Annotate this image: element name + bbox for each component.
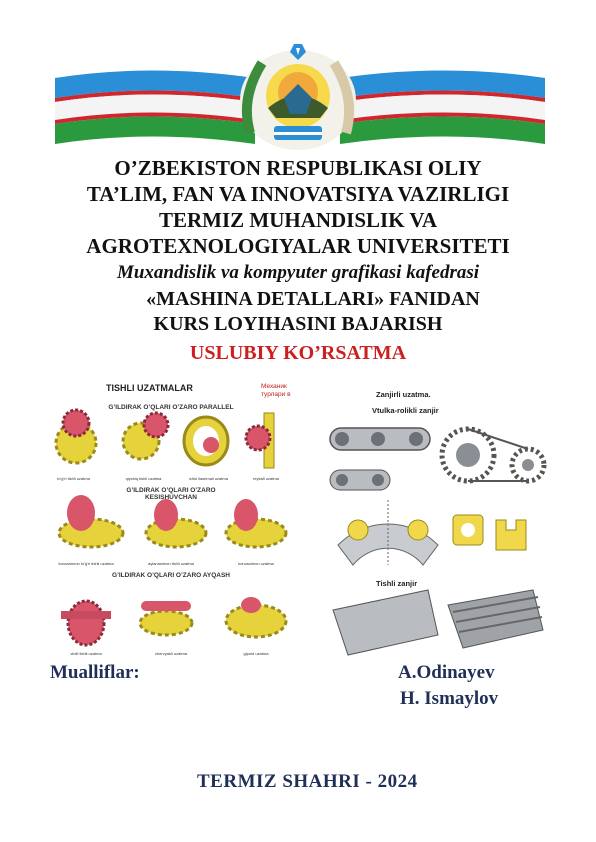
roller-chain <box>330 428 430 490</box>
left-flag <box>55 71 255 145</box>
ministry-line-1: O’ZBEKISTON RESPUBLIKASI OLIY <box>114 156 482 180</box>
intersecting-gears <box>59 495 286 547</box>
subject-title: «MASHINA DETALLARI» FANIDAN <box>146 288 480 310</box>
caption-rack: reykali uzatma <box>253 476 279 481</box>
coat-of-arms <box>240 44 356 150</box>
university-line-2: AGROTEXNOLOGIYALAR UNIVERSITETI <box>86 234 510 258</box>
authors-label: Mualliflar: <box>50 662 140 683</box>
toothed-chain <box>333 590 543 655</box>
chain-link-parts <box>453 515 526 550</box>
section-heading-parallel: G’ILDIRAK O’QLARI O’ZARO PARALLEL <box>108 404 234 411</box>
chain-illustration <box>328 390 550 660</box>
caption-screw: vintli tishli uzatma <box>70 651 102 656</box>
caption-spur: to'g'ri tishli uzatma <box>57 476 90 481</box>
section-heading-crossed: G’ILDIRAK O’QLARI O’ZARO AYQASH <box>112 572 230 579</box>
university-line-1: TERMIZ MUHANDISLIK VA <box>158 208 438 232</box>
chain-figure-title: Zanjirli uzatma. <box>376 390 431 399</box>
crossed-gears <box>61 597 286 645</box>
emblem-with-flags-image <box>0 38 596 150</box>
chain-drive-figure <box>328 390 550 660</box>
caption-hypoid: gipoid uzatma <box>243 651 269 656</box>
author-name-2: H. Ismaylov <box>400 688 499 709</box>
course-title: KURS LOYIHASINI BAJARISH <box>153 313 443 335</box>
section-heading-intersecting: G’ILDIRAK O’QLARI O’ZARO KESISHUVCHAN <box>126 487 216 501</box>
right-flag <box>340 71 545 145</box>
sprocket-drive <box>442 429 544 481</box>
city-and-year: TERMIZ SHAHRI - 2024 <box>197 771 418 792</box>
caption-bevel: konussimon uzatma <box>238 561 274 566</box>
parallel-gears <box>56 410 274 468</box>
silent-chain-sprocket <box>338 500 438 565</box>
document-type: USLUBIY KO’RSATMA <box>189 342 407 364</box>
caption-worm: chervyakli uzatma <box>154 651 187 656</box>
caption-bevel-spur: konussimon to'g'ri tishli uzatma <box>58 561 114 566</box>
gear-figure-side-note: Механик турлари в <box>261 383 291 398</box>
ministry-line-2: TA’LIM, FAN VA INNOVATSIYA VAZIRLIGI <box>86 182 510 206</box>
gear-figure-title: TISHLI UZATMALAR <box>106 383 193 393</box>
caption-internal: ichki ilashmali uzatma <box>189 476 228 481</box>
gear-transmissions-figure <box>46 383 294 663</box>
gear-illustration <box>46 383 294 663</box>
toothed-chain-label: Tishli zanjir <box>376 579 418 588</box>
author-name-1: A.Odinayev <box>398 662 495 683</box>
caption-spiral-bevel: aylanasimon tishli uzatma <box>148 561 194 566</box>
bush-roller-chain-label: Vtulka-rolikli zanjir <box>372 406 439 415</box>
department-name: Muxandislik va kompyuter grafikasi kafedrasi <box>116 262 480 283</box>
caption-helical: qiyshiq tishli uzatma <box>125 476 162 481</box>
